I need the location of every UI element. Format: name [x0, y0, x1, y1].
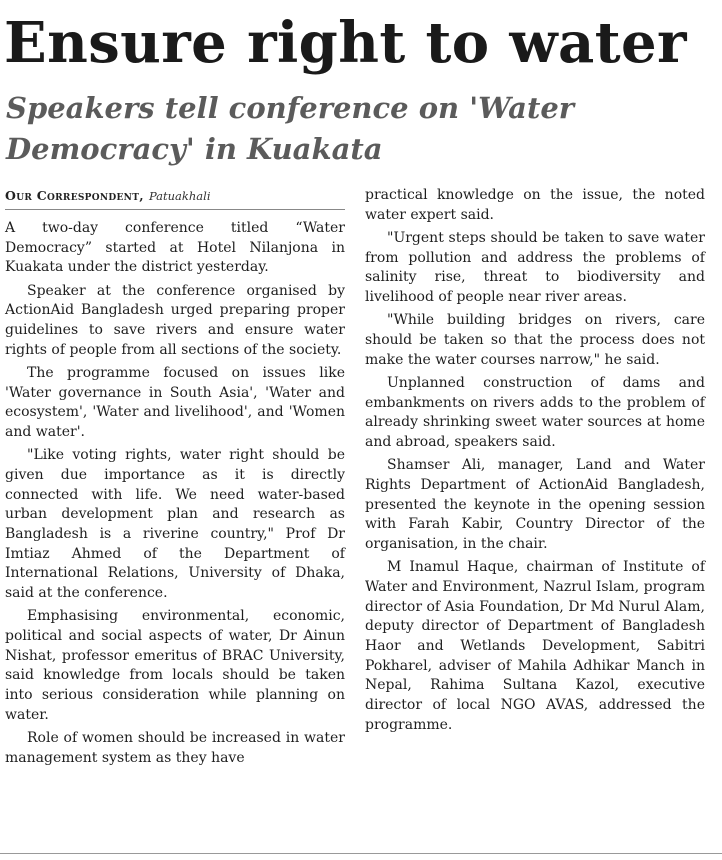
paragraph: Unplanned construction of dams and embankments on rivers adds to the problem of already shrinking sweet water sources at home and abroad, speakers said.	[365, 374, 705, 450]
paragraph: practical knowledge on the issue, the noted water expert said.	[365, 187, 705, 223]
paragraph: Emphasising environmental, economic, political and social aspects of water, Dr Ainun Nishat, professor emeritus of BRAC University, said knowledge from locals should be taken into serious consideration while planning on water.	[5, 608, 345, 723]
paragraph: A two-day conference titled “Water Democracy” started at Hotel Nilanjona in Kuakata under the district yesterday.	[5, 220, 345, 276]
bottom-divider	[0, 853, 722, 854]
byline-place: Patuakhali	[148, 189, 211, 203]
paragraph: "While building bridges on rivers, care should be taken so that the process does not make the water courses narrow," he said.	[365, 312, 705, 368]
subheadline: Speakers tell conference on 'Water Democracy' in Kuakata	[6, 91, 575, 166]
headline: Ensure right to water	[4, 10, 687, 76]
paragraph: Shamser Ali, manager, Land and Water Rights Department of ActionAid Bangladesh, presented the keynote in the opening session with Farah Kabir, Country Director of the organisation, in the chair.	[365, 457, 705, 552]
byline-author: Our Correspondent,	[5, 188, 144, 203]
left-column	[5, 219, 345, 772]
right-column	[365, 186, 705, 739]
paragraph: "Urgent steps should be taken to save water from pollution and address the problems of salinity rise, threat to biodiversity and livelihood of people near river areas.	[365, 229, 705, 306]
paragraph: "Like voting rights, water right should be given due importance as it is directly connected with life. We need water-based urban development plan and research as Bangladesh is a riverine country," Prof Dr Imtiaz Ahmed of the Department of International Relations, University of Dhaka, said at the conference.	[5, 447, 345, 602]
paragraph: M Inamul Haque, chairman of Institute of Water and Environment, Nazrul Islam, program director of Asia Foundation, Dr Md Nurul Alam, deputy director of Department of Bangladesh Haor and Wetlands Development, Sabitri Pokharel, adviser of Mahila Adhikar Manch in Nepal, Rahima Sultana Kazol, executive director of local NGO AVAS, addressed the programme.	[365, 559, 705, 733]
paragraph: Role of women should be increased in water management system as they have	[5, 730, 345, 766]
byline	[5, 185, 345, 210]
paragraph: The programme focused on issues like 'Water governance in South Asia', 'Water and ecosystem', 'Water and livelihood', and 'Women and water'.	[5, 364, 345, 441]
paragraph: Speaker at the conference organised by ActionAid Bangladesh urged preparing proper guidelines to save rivers and ensure water rights of people from all sections of the society.	[5, 282, 345, 358]
